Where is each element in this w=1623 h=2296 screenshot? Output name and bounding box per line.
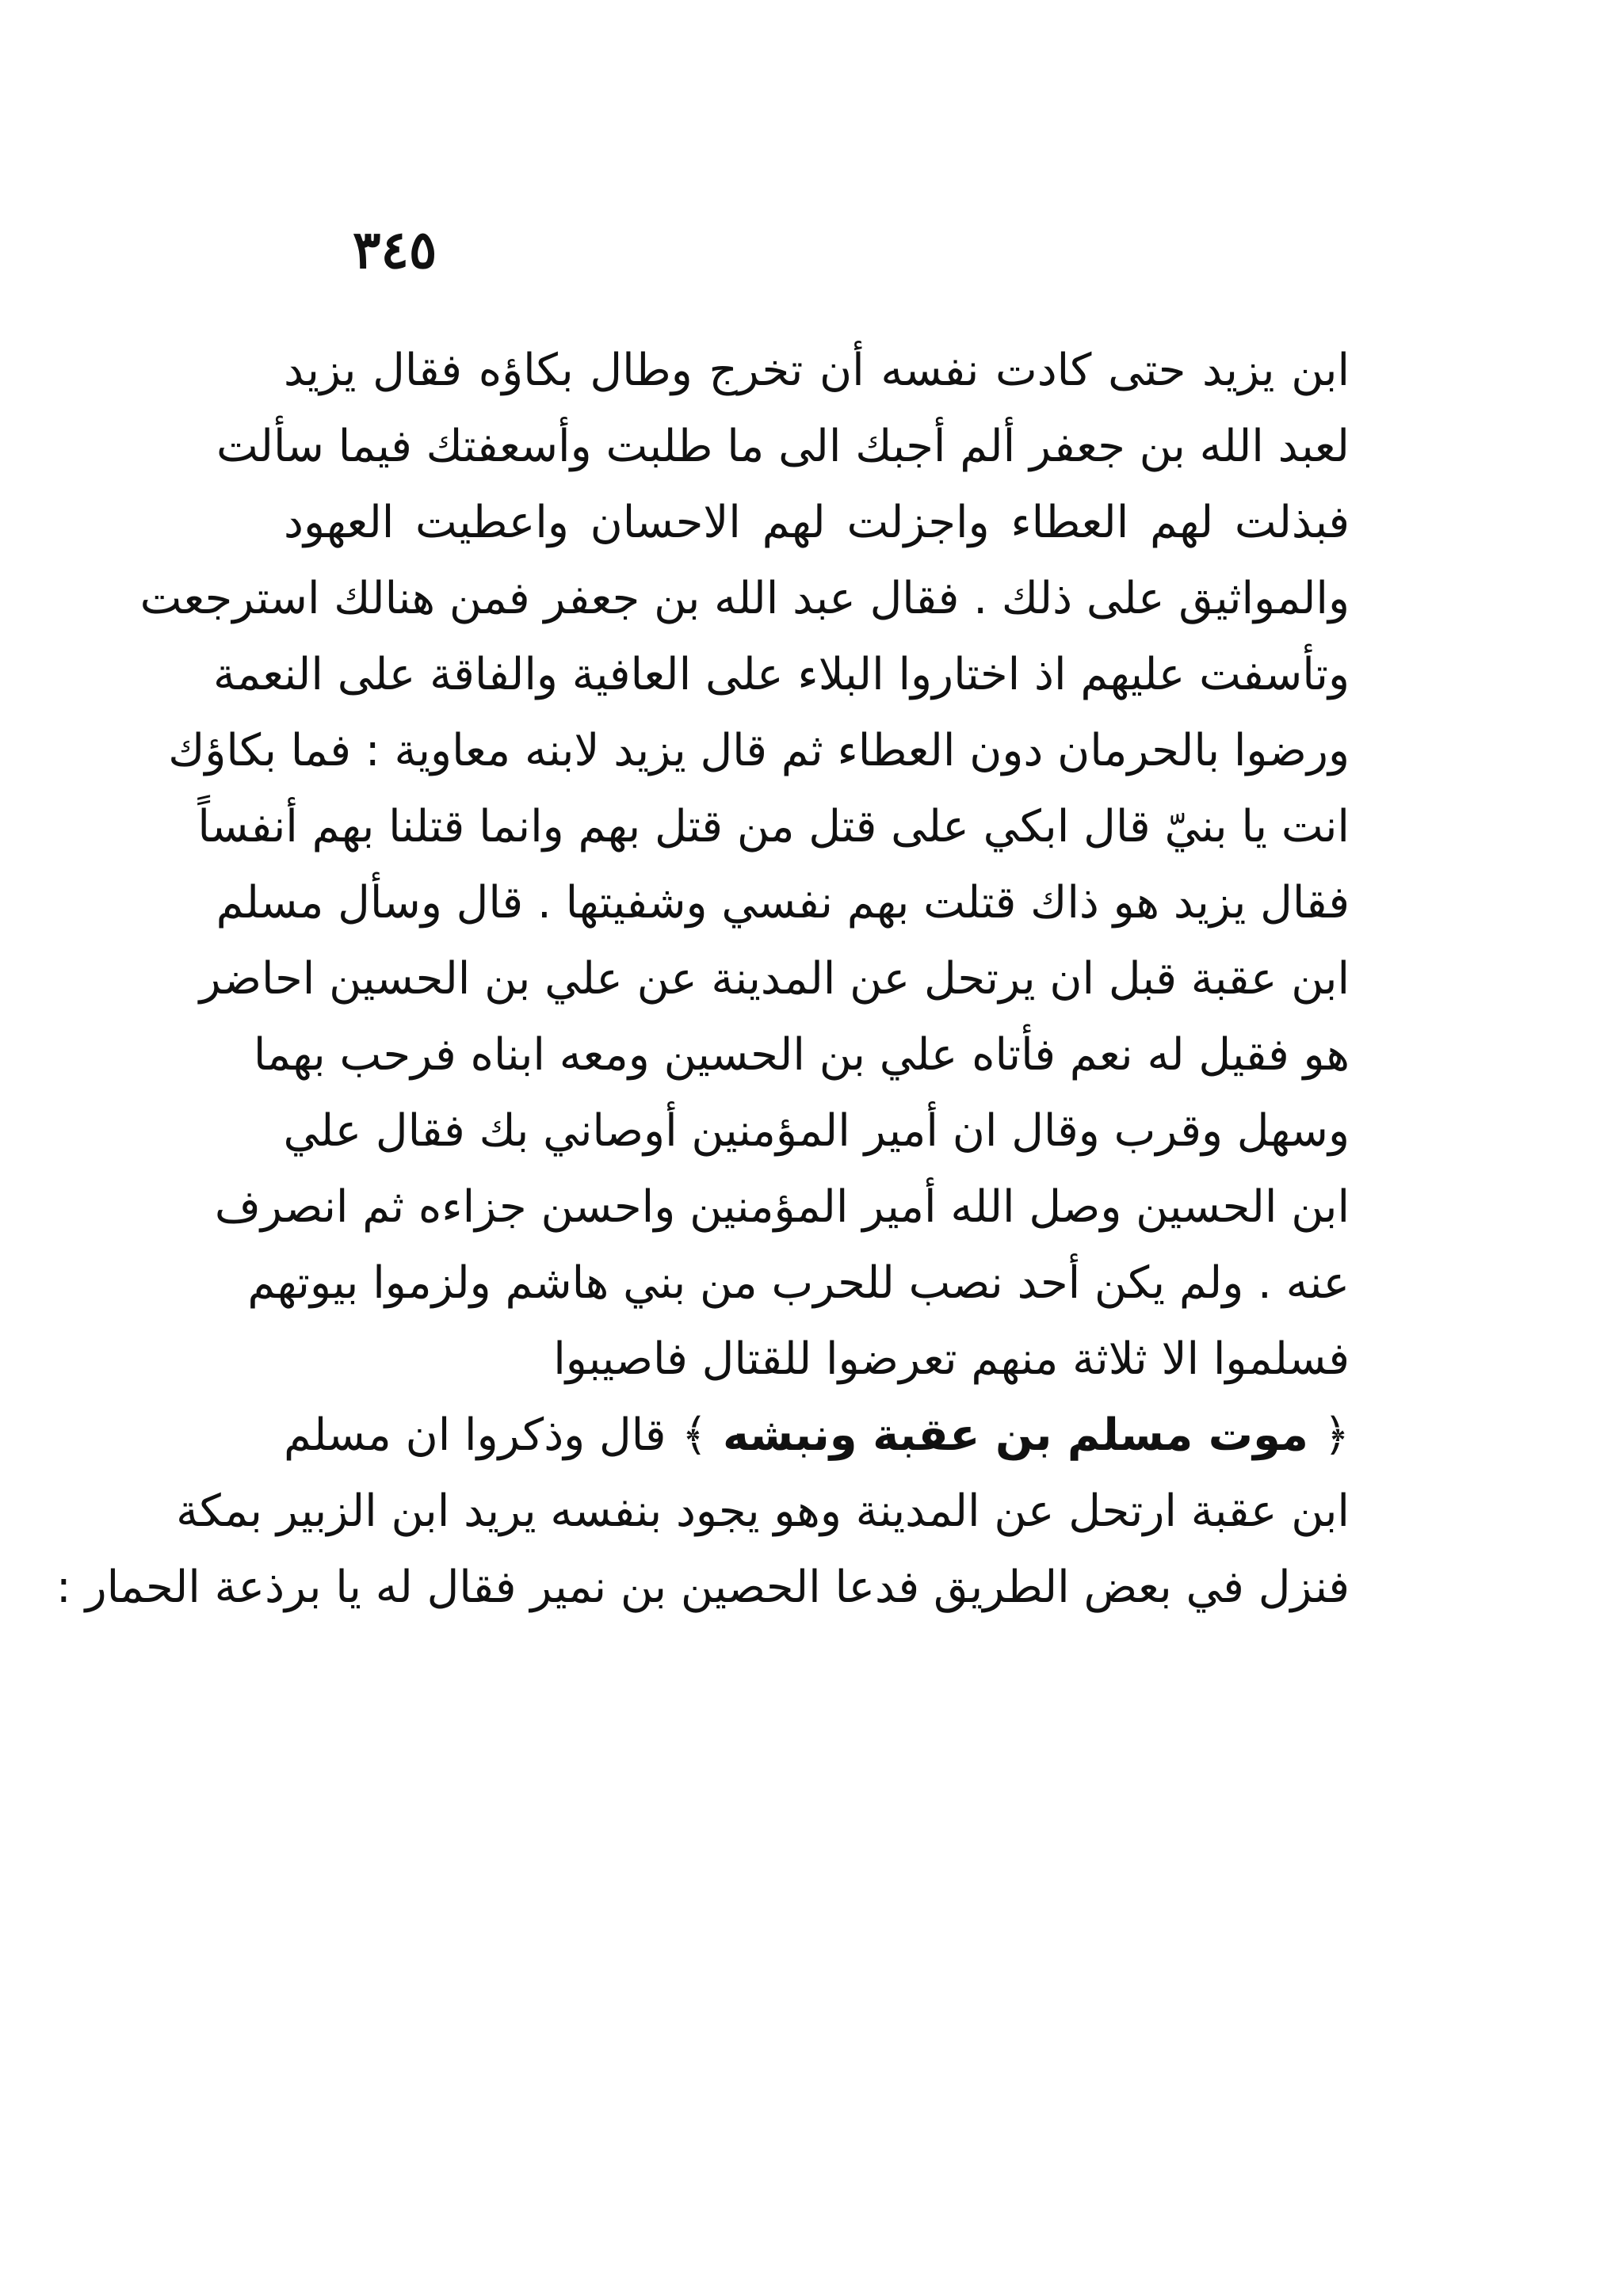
- text-line-12: ابن الحسين وصل الله أمير المؤمنين واحسن جزاءه ثم انصرف: [214, 1181, 1350, 1233]
- page-number: ٣٤٥: [353, 219, 437, 280]
- text-line-4: والمواثيق على ذلك . فقال عبد الله بن جعفر فمن هنالك استرجعت: [139, 573, 1350, 624]
- text-line-2: لعبد الله بن جعفر ألم أجبك الى ما طلبت وأسعفتك فيما سألت: [216, 421, 1350, 472]
- section-heading: موت مسلم بن عقبة ونبشه: [722, 1409, 1308, 1461]
- text-line-17: فنزل في بعض الطريق فدعا الحصين بن نمير فقال له يا برذعة الحمار :: [55, 1562, 1350, 1613]
- ornament-open: ﴿: [1323, 1409, 1350, 1461]
- text-line-11: وسهل وقرب وقال ان أمير المؤمنين أوصاني بك فقال علي: [283, 1105, 1350, 1157]
- text-line-16: ابن عقبة ارتحل عن المدينة وهو يجود بنفسه يريد ابن الزبير بمكة: [176, 1486, 1350, 1537]
- text-line-14: فسلموا الا ثلاثة منهم تعرضوا للقتال فاصيبوا: [553, 1333, 1350, 1385]
- text-line-5: وتأسفت عليهم اذ اختاروا البلاء على العافية والفاقة على النعمة: [212, 649, 1350, 700]
- text-line-13: عنه . ولم يكن أحد نصب للحرب من بني هاشم ولزموا بيوتهم: [247, 1257, 1350, 1309]
- text-line-8: فقال يزيد هو ذاك قتلت بهم نفسي وشفيتها . قال وسأل مسلم: [216, 877, 1350, 929]
- text-line-10: هو فقيل له نعم فأتاه علي بن الحسين ومعه ابناه فرحب بهما: [253, 1029, 1350, 1081]
- text-line-6: ورضوا بالحرمان دون العطاء ثم قال يزيد لابنه معاوية : فما بكاؤك: [168, 725, 1350, 776]
- heading-line-rest: قال وذكروا ان مسلم: [284, 1409, 666, 1461]
- text-line-9: ابن عقبة قبل ان يرتحل عن المدينة عن علي بن الحسين احاضر: [199, 953, 1350, 1005]
- text-line-7: انت يا بنيّ قال ابكي على قتل من قتل بهم وانما قتلنا بهم أنفساً: [197, 801, 1350, 852]
- text-line-3: فبذلت لهم العطاء واجزلت لهم الاحسان واعطيت العهود: [284, 497, 1350, 548]
- section-heading-line: [284, 1398, 1350, 1474]
- body-text: [55, 333, 1350, 1626]
- ornament-close: ﴾: [681, 1409, 708, 1461]
- text-line-1: ابن يزيد حتى كادت نفسه أن تخرج وطال بكاؤه فقال يزيد: [284, 345, 1350, 396]
